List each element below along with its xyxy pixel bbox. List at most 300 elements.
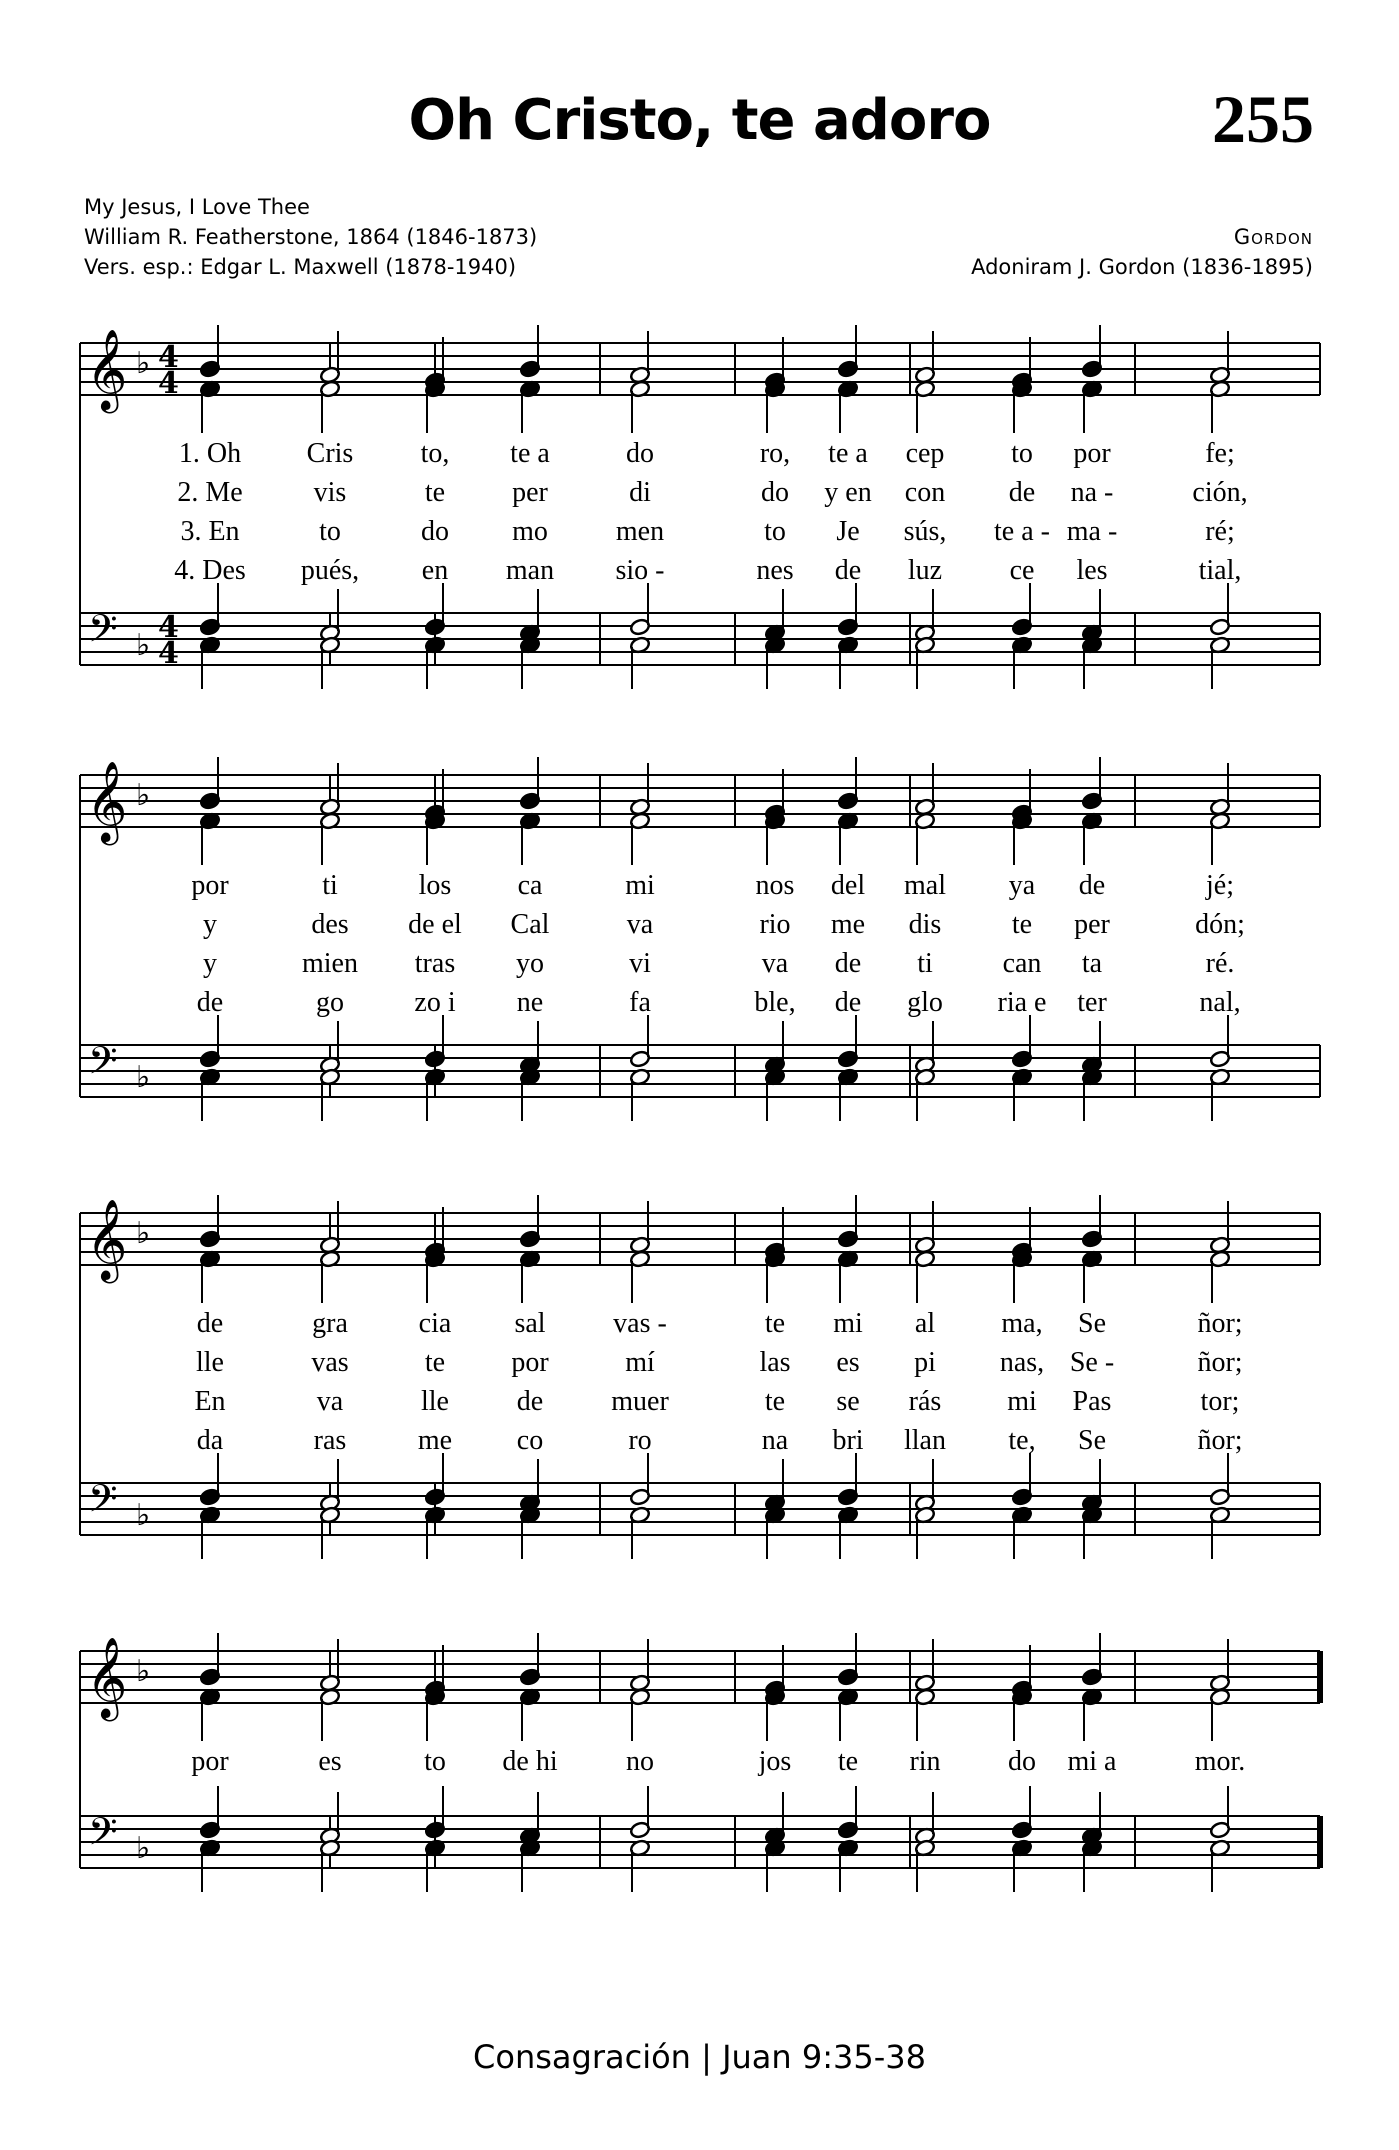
note [199, 1068, 220, 1121]
note [837, 1506, 858, 1559]
note [199, 636, 220, 689]
lyric-syllable: ro [628, 1425, 652, 1456]
lyric-syllable: nas, [999, 1347, 1045, 1378]
bass-clef-icon: 𝄢 [88, 1038, 118, 1092]
note [519, 1021, 540, 1074]
lyric-syllable: nal, [1199, 987, 1241, 1018]
note [424, 1688, 445, 1741]
note [1081, 325, 1102, 378]
note [629, 380, 650, 433]
note [1081, 1688, 1102, 1741]
note [199, 1688, 220, 1741]
lyric-syllable: ta [1081, 948, 1103, 979]
lyric-syllable: des [311, 909, 349, 940]
lyric-syllable: de [516, 1386, 544, 1417]
lyric-syllable: to, [420, 438, 450, 469]
note [1011, 1786, 1032, 1839]
note [764, 589, 785, 642]
note [519, 1688, 540, 1741]
note [914, 1068, 935, 1121]
note [629, 636, 650, 689]
note [914, 331, 935, 384]
lyric-syllable: pués, [300, 555, 360, 586]
note [629, 1688, 650, 1741]
lyric-syllable: te, [1008, 1425, 1036, 1456]
note [914, 1688, 935, 1741]
note [764, 1068, 785, 1121]
lyric-syllable: to [424, 1746, 446, 1777]
lyric-syllable: jos [758, 1746, 792, 1777]
lyric-syllable: 3. En [180, 516, 240, 547]
note [629, 1506, 650, 1559]
lyric-syllable: del [830, 870, 866, 901]
lyric-syllable: vas [311, 1347, 349, 1378]
lyric-syllable: do [761, 477, 789, 508]
note [1209, 812, 1230, 865]
lyric-syllable: bri [832, 1425, 864, 1456]
lyric-syllable: los [418, 870, 452, 901]
note [1011, 1068, 1032, 1121]
lyric-syllable: te [1011, 909, 1033, 940]
lyric-syllable: na [761, 1425, 789, 1456]
lyric-syllable: Se [1078, 1425, 1106, 1456]
lyric-line-verse-2 [80, 909, 1320, 945]
note [837, 757, 858, 810]
lyric-syllable: ria e [997, 987, 1047, 1018]
note [764, 1688, 785, 1741]
lyric-syllable: al [914, 1308, 936, 1339]
treble-clef-icon: 𝄞 [86, 1198, 128, 1280]
lyric-syllable: do [626, 438, 654, 469]
lyric-syllable: ré. [1205, 948, 1235, 979]
lyric-line-verse-2 [80, 1347, 1320, 1383]
lyric-syllable: pi [914, 1347, 936, 1378]
note [424, 1250, 445, 1303]
lyric-syllable: se [836, 1386, 860, 1417]
bass-clef-icon: 𝄢 [88, 606, 118, 660]
tune-name: Gordon [1233, 225, 1313, 249]
lyric-syllable: sal [514, 1308, 546, 1339]
note [914, 1201, 935, 1254]
key-signature-flat-icon: ♭ [136, 1654, 151, 1689]
lyric-syllable: yo [516, 948, 544, 979]
note [914, 812, 935, 865]
lyric-line-verse-2 [80, 477, 1320, 513]
lyric-syllable: ñor; [1197, 1308, 1243, 1339]
time-signature-bottom: 4 [158, 636, 179, 671]
lyric-syllable: ter [1077, 987, 1107, 1018]
lyric-syllable: gra [312, 1308, 348, 1339]
note [1081, 1792, 1102, 1845]
lyric-syllable: de [834, 555, 862, 586]
note [1209, 1250, 1230, 1303]
note [1081, 589, 1102, 642]
note [199, 1250, 220, 1303]
note [519, 1459, 540, 1512]
lyric-syllable: te [424, 1347, 446, 1378]
lyric-syllable: por [191, 1746, 229, 1777]
lyric-syllable: glo [907, 987, 943, 1018]
key-signature-flat-icon: ♭ [136, 1060, 151, 1095]
note [837, 1250, 858, 1303]
author-credit: William R. Featherstone, 1864 (1846-1873) [84, 225, 538, 249]
lyric-syllable: Cris [306, 438, 354, 469]
lyric-syllable: te [764, 1386, 786, 1417]
lyric-syllable: ma - [1066, 516, 1118, 547]
lyric-syllable: ñor; [1197, 1347, 1243, 1378]
note [1209, 1688, 1230, 1741]
note [424, 812, 445, 865]
note [764, 1250, 785, 1303]
note [1081, 1250, 1102, 1303]
lyric-syllable: les [1076, 555, 1108, 586]
note [319, 1250, 340, 1303]
lyric-syllable: y [203, 948, 217, 979]
footer-topic: Consagración | Juan 9:35-38 [473, 2038, 926, 2076]
note [199, 1786, 220, 1839]
lyric-syllable: cia [418, 1308, 452, 1339]
key-signature-flat-icon: ♭ [136, 628, 151, 663]
lyric-syllable: vi [629, 948, 651, 979]
lyric-syllable: Je [836, 516, 860, 547]
lyric-syllable: de [196, 1308, 224, 1339]
note [914, 380, 935, 433]
lyric-syllable: rás [908, 1386, 942, 1417]
note [629, 1201, 650, 1254]
lyric-syllable: va [626, 909, 654, 940]
note [764, 1506, 785, 1559]
treble-clef-icon: 𝄞 [86, 1636, 128, 1718]
lyric-line-verse-1 [80, 870, 1320, 906]
note [199, 1195, 220, 1248]
note [519, 812, 540, 865]
lyric-syllable: ti [917, 948, 933, 979]
lyric-syllable: dis [908, 909, 942, 940]
lyric-line-verse-1 [80, 438, 1320, 474]
note [629, 1639, 650, 1692]
lyric-syllable: es [318, 1746, 342, 1777]
lyric-syllable: llan [904, 1425, 946, 1456]
note [319, 1688, 340, 1741]
note [764, 812, 785, 865]
lyric-line-verse-4 [80, 987, 1320, 1023]
treble-clef-icon: 𝄞 [86, 760, 128, 842]
note [629, 812, 650, 865]
lyric-syllable: men [615, 516, 665, 547]
key-signature-flat-icon: ♭ [136, 1216, 151, 1251]
lyric-syllable: mí [625, 1347, 655, 1378]
note [837, 636, 858, 689]
lyric-syllable: di [629, 477, 651, 508]
note [519, 1792, 540, 1845]
note [837, 380, 858, 433]
note [914, 1021, 935, 1074]
time-signature-top: 4 [158, 610, 179, 645]
note [914, 763, 935, 816]
note [914, 1839, 935, 1892]
lyric-line-verse-3 [80, 516, 1320, 552]
note [837, 1633, 858, 1686]
lyric-syllable: luz [907, 555, 943, 586]
lyric-syllable: ne [516, 987, 544, 1018]
note [837, 1068, 858, 1121]
note [764, 1839, 785, 1892]
note [519, 1839, 540, 1892]
lyric-syllable: va [316, 1386, 344, 1417]
note [1011, 380, 1032, 433]
lyric-syllable: ñor; [1197, 1425, 1243, 1456]
lyric-syllable: te a [828, 438, 868, 469]
lyric-syllable: tial, [1198, 555, 1242, 586]
lyric-syllable: de [834, 987, 862, 1018]
lyric-syllable: por [511, 1347, 549, 1378]
note [424, 1786, 445, 1839]
note [1209, 763, 1230, 816]
note [1209, 1068, 1230, 1121]
lyric-line-verse-4 [80, 1425, 1320, 1461]
note [837, 1688, 858, 1741]
note [519, 1633, 540, 1686]
note [1011, 636, 1032, 689]
lyric-syllable: Pas [1072, 1386, 1112, 1417]
note [914, 1792, 935, 1845]
lyric-syllable: te [424, 477, 446, 508]
lyric-syllable: go [316, 987, 344, 1018]
time-signature-top: 4 [158, 340, 179, 375]
note [519, 757, 540, 810]
time-signature-bottom: 4 [158, 366, 179, 401]
note [1081, 1195, 1102, 1248]
hymn-number: 255 [1212, 81, 1314, 157]
lyric-syllable: nes [756, 555, 794, 586]
note [1209, 636, 1230, 689]
lyric-syllable: fe; [1205, 438, 1235, 469]
note [629, 331, 650, 384]
lyric-syllable: tras [414, 948, 456, 979]
lyric-syllable: mor. [1194, 1746, 1246, 1777]
key-signature-flat-icon: ♭ [136, 1831, 151, 1866]
lyric-syllable: cep [905, 438, 945, 469]
lyric-syllable: fa [629, 987, 651, 1018]
lyric-syllable: me [417, 1425, 453, 1456]
lyric-syllable: ble, [754, 987, 796, 1018]
lyric-syllable: Se - [1069, 1347, 1115, 1378]
lyric-syllable: te a [510, 438, 550, 469]
note [837, 325, 858, 378]
note [1011, 1688, 1032, 1741]
note [1209, 1839, 1230, 1892]
lyric-syllable: y [203, 909, 217, 940]
note [764, 1021, 785, 1074]
lyric-syllable: ción, [1192, 477, 1248, 508]
note [1081, 1633, 1102, 1686]
note [629, 1068, 650, 1121]
note [629, 763, 650, 816]
note [199, 1839, 220, 1892]
lyric-syllable: 2. Me [177, 477, 243, 508]
note [914, 1250, 935, 1303]
lyric-syllable: te [837, 1746, 859, 1777]
lyric-syllable: can [1002, 948, 1042, 979]
lyric-syllable: ma, [1001, 1308, 1043, 1339]
lyric-syllable: to [1011, 438, 1033, 469]
note [519, 1195, 540, 1248]
lyric-syllable: ya [1008, 870, 1036, 901]
lyric-syllable: ca [517, 870, 543, 901]
note [1011, 1506, 1032, 1559]
lyric-syllable: de [196, 987, 224, 1018]
treble-clef-icon: 𝄞 [86, 328, 128, 410]
lyric-syllable: per [512, 477, 548, 508]
note [1081, 1068, 1102, 1121]
note [1081, 1506, 1102, 1559]
lyric-syllable: Se [1078, 1308, 1106, 1339]
lyric-syllable: lle [196, 1347, 224, 1378]
note [1081, 1839, 1102, 1892]
note [199, 1633, 220, 1686]
lyric-syllable: lle [421, 1386, 449, 1417]
note [519, 1506, 540, 1559]
note [1081, 1459, 1102, 1512]
note [629, 1786, 650, 1839]
lyric-syllable: mi [625, 870, 655, 901]
lyric-line-verse-4 [80, 555, 1320, 591]
note [1209, 380, 1230, 433]
note [199, 812, 220, 865]
lyric-line-verse-1 [80, 1308, 1320, 1344]
lyric-syllable: de [834, 948, 862, 979]
note [764, 380, 785, 433]
lyric-syllable: las [759, 1347, 791, 1378]
lyric-syllable: zo i [414, 987, 456, 1018]
lyric-syllable: y en [824, 477, 872, 508]
lyric-syllable: ti [322, 870, 338, 901]
lyric-syllable: jé; [1206, 870, 1234, 901]
lyric-syllable: mi a [1067, 1746, 1117, 1777]
lyric-syllable: per [1074, 909, 1110, 940]
lyric-syllable: En [194, 1386, 226, 1417]
lyric-syllable: Cal [510, 909, 550, 940]
note [519, 589, 540, 642]
note [914, 1506, 935, 1559]
lyric-syllable: vis [313, 477, 347, 508]
lyric-syllable: me [830, 909, 866, 940]
lyric-syllable: mi [833, 1308, 863, 1339]
key-signature-flat-icon: ♭ [136, 778, 151, 813]
note [199, 325, 220, 378]
lyric-syllable: rio [759, 909, 791, 940]
lyric-line-verse-3 [80, 1386, 1320, 1422]
lyric-syllable: te a - [994, 516, 1050, 547]
note [837, 1786, 858, 1839]
composer-credit: Adoniram J. Gordon (1836-1895) [971, 255, 1313, 279]
translator-credit: Vers. esp.: Edgar L. Maxwell (1878-1940) [84, 255, 517, 279]
note [519, 325, 540, 378]
note [837, 1195, 858, 1248]
note [1081, 380, 1102, 433]
note [1011, 1839, 1032, 1892]
lyric-syllable: 1. Oh [178, 438, 242, 469]
note [764, 1792, 785, 1845]
lyric-syllable: dón; [1195, 909, 1245, 940]
key-signature-flat-icon: ♭ [136, 346, 151, 381]
note [1209, 1786, 1230, 1839]
lyric-syllable: por [191, 870, 229, 901]
lyric-syllable: mal [904, 870, 946, 901]
note [1081, 812, 1102, 865]
note [914, 636, 935, 689]
lyric-syllable: es [836, 1347, 860, 1378]
lyric-syllable: por [1073, 438, 1111, 469]
lyric-syllable: na - [1070, 477, 1114, 508]
english-title: My Jesus, I Love Thee [84, 195, 310, 219]
lyric-syllable: de el [408, 909, 462, 940]
note [1081, 757, 1102, 810]
note [629, 1250, 650, 1303]
note [199, 757, 220, 810]
note [519, 380, 540, 433]
lyric-syllable: to [764, 516, 786, 547]
lyric-syllable: man [505, 555, 555, 586]
lyric-line-verse-3 [80, 948, 1320, 984]
note [424, 380, 445, 433]
note [1209, 1201, 1230, 1254]
lyric-syllable: de hi [502, 1746, 558, 1777]
lyric-syllable: tor; [1200, 1386, 1240, 1417]
note [629, 1839, 650, 1892]
lyric-line-verse-1 [80, 1746, 1320, 1782]
note [914, 1639, 935, 1692]
note [319, 380, 340, 433]
note [519, 636, 540, 689]
lyric-syllable: to [319, 516, 341, 547]
lyric-syllable: de [1078, 870, 1106, 901]
note [199, 1506, 220, 1559]
lyric-syllable: rin [909, 1746, 941, 1777]
lyric-syllable: te [764, 1308, 786, 1339]
lyric-syllable: sús, [903, 516, 947, 547]
lyric-syllable: mien [302, 948, 358, 979]
note [914, 589, 935, 642]
note [764, 1459, 785, 1512]
note [1209, 331, 1230, 384]
note [1011, 1250, 1032, 1303]
note [1209, 1639, 1230, 1692]
lyric-syllable: mi [1007, 1386, 1037, 1417]
note [1081, 636, 1102, 689]
note [199, 380, 220, 433]
lyric-syllable: sio - [615, 555, 665, 586]
page-title: Oh Cristo, te adoro [408, 88, 991, 153]
lyric-syllable: ras [313, 1425, 347, 1456]
lyric-syllable: no [626, 1746, 654, 1777]
lyric-syllable: ro, [759, 438, 791, 469]
note [1011, 812, 1032, 865]
note [519, 1068, 540, 1121]
key-signature-flat-icon: ♭ [136, 1498, 151, 1533]
note [319, 812, 340, 865]
note [764, 636, 785, 689]
lyric-syllable: muer [611, 1386, 669, 1417]
note [1081, 1021, 1102, 1074]
lyric-syllable: ce [1009, 555, 1035, 586]
music-credits [971, 222, 1313, 282]
note [519, 1250, 540, 1303]
lyric-syllable: vas - [613, 1308, 667, 1339]
lyric-syllable: ré; [1205, 516, 1235, 547]
lyric-syllable: 4. Des [174, 555, 246, 586]
lyric-syllable: de [1008, 477, 1036, 508]
